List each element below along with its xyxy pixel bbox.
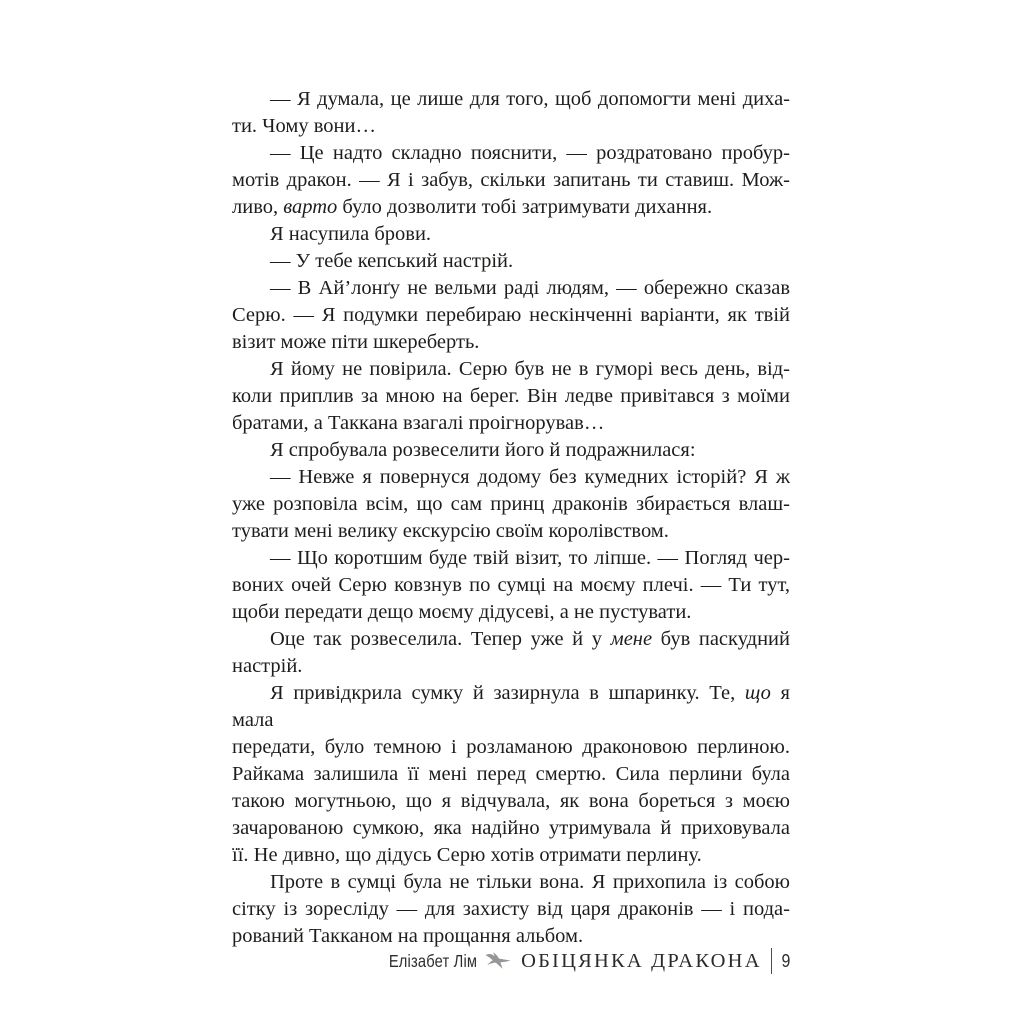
footer-book-title: ОБІЦЯНКА ДРАКОНА	[521, 949, 762, 972]
text-line: уже розповіла всім, що сам принц драконів збирається влаш-	[232, 493, 790, 515]
text-line: мотів дракон. — Я і забув, скільки запитань ти ставиш. Мож-	[232, 169, 790, 191]
text-line: сітку із зоресліду — для захисту від царя драконів — і пода-	[232, 898, 790, 920]
text-line: передати, було темною і розламаною драконовою перлиною.	[232, 736, 790, 758]
text-line: Проте в сумці була не тільки вона. Я прихопила із собою	[270, 871, 790, 893]
text-line: тувати мені велику екскурсію своїм королівством.	[232, 520, 669, 542]
text-block	[232, 86, 790, 950]
text-line: братами, а Таккана взагалі проігнорував…	[232, 412, 605, 434]
text-line: — Невже я повернуся додому без кумедних історій? Я ж	[270, 466, 790, 488]
text-line: Серю. — Я подумки перебираю нескінченні варіанти, як твій	[232, 304, 790, 326]
text-line: Я насупила брови.	[270, 223, 432, 245]
paragraph	[232, 626, 790, 680]
text-line: воних очей Серю ковзнув по сумці на моєму плечі. — Ти тут,	[232, 574, 790, 596]
text-line: Я спробувала розвеселити його й подражнилася:	[270, 439, 696, 461]
paragraph	[232, 248, 790, 275]
text-line: такою могутньою, що я відчувала, як вона бореться з моєю	[232, 790, 790, 812]
text-line: — Що коротшим буде твій візит, то ліпше. — Погляд чер-	[270, 547, 790, 569]
paragraph	[232, 680, 790, 869]
text-line: Райкама залишила її мені перед смертю. Сила перлини була	[232, 763, 790, 785]
text-line: ти. Чому вони…	[232, 115, 376, 137]
footer-page-number: 9	[781, 950, 790, 971]
text-line: — У тебе кепський настрій.	[270, 250, 514, 272]
bird-icon	[485, 952, 511, 970]
text-line: її. Не дивно, що дідусь Серю хотів отримати перлину.	[232, 844, 702, 866]
text-line: Оце так розвеселила. Тепер уже й у мене був паскудний	[270, 628, 790, 650]
paragraph	[232, 464, 790, 545]
text-line: рований Такканом на прощання альбом.	[232, 925, 584, 947]
text-line: візит може піти шкереберть.	[232, 331, 480, 353]
text-line: — Я думала, це лише для того, щоб допомогти мені диха-	[270, 88, 790, 110]
text-line: — В Ай’лонґу не вельми раді людям, — обережно сказав	[270, 277, 790, 299]
paragraph	[232, 545, 790, 626]
paragraph	[232, 869, 790, 950]
text-line: Я привідкрила сумку й зазирнула в шпаринку. Те, що я мала	[232, 682, 790, 731]
text-line: ливо, варто було дозволити тобі затримувати дихання.	[232, 196, 713, 218]
paragraph	[232, 356, 790, 437]
paragraph	[232, 221, 790, 248]
text-line: щоби передати дещо моєму дідусеві, а не пустувати.	[232, 601, 692, 623]
paragraph	[232, 140, 790, 221]
page-footer	[232, 944, 790, 978]
paragraph	[232, 86, 790, 140]
text-line: коли приплив за мною на берег. Він ледве привітався з моїми	[232, 385, 790, 407]
paragraph	[232, 275, 790, 356]
footer-divider	[771, 948, 772, 974]
text-line: — Це надто складно пояснити, — роздратовано пробур-	[270, 142, 790, 164]
text-line: Я йому не повірила. Серю був не в гуморі весь день, від-	[270, 358, 790, 380]
footer-author-name: Елізабет Лім	[388, 950, 478, 971]
text-line: настрій.	[232, 655, 303, 677]
paragraph	[232, 437, 790, 464]
text-line: зачарованою сумкою, яка надійно утримувала й приховувала	[232, 817, 790, 839]
